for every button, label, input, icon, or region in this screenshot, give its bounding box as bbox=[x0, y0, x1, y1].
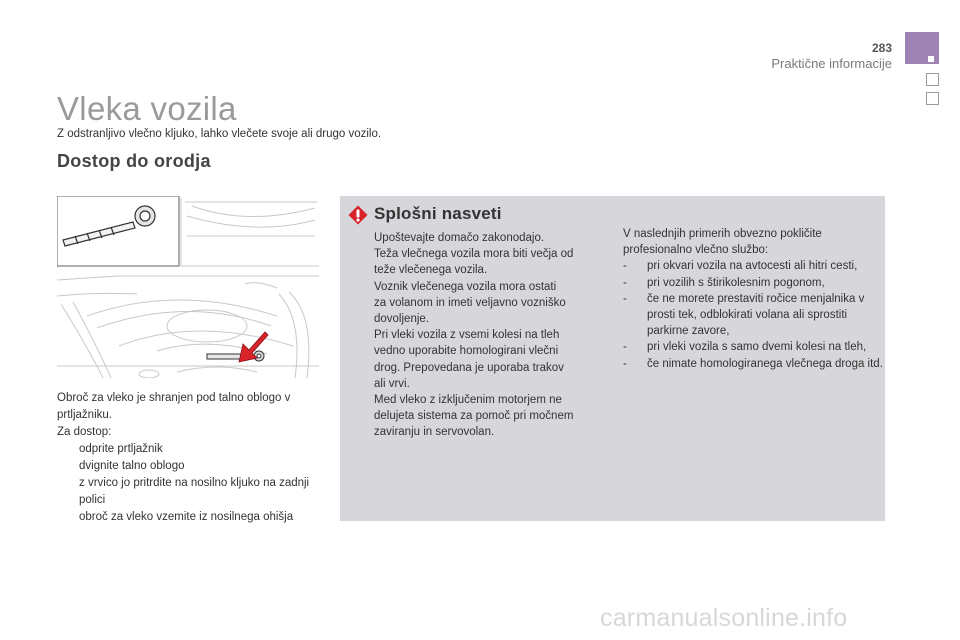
chapter-tab-active[interactable] bbox=[905, 32, 939, 64]
page-number: 283 bbox=[871, 41, 892, 55]
watermark: carmanualsonline.info bbox=[600, 604, 848, 632]
list-item: - pri okvari vozila na avtocesti ali hitri cesti, bbox=[623, 260, 858, 273]
section-subtitle: Dostop do orodja bbox=[57, 151, 211, 171]
list-item: - pri vozilih s štirikolesnim pogonom, bbox=[623, 276, 825, 289]
advice-rules: Upoštevajte domačo zakonodajo. Teža vlečnega vozila mora biti večja od teže vlečenega vozila. Voznik vlečenega vozila mora ostati za volanom in imeti veljavno vozniško dovoljenje. Pri vleki vozila z vsemi kolesi na tleh vedno uporabite homologirani vlečni drog. Prepovedana je uporaba trakov ali vrvi. Med vleko z izključenim motorjem ne delujeta sistema za pomoč pri močnem zaviranju in servovolan. bbox=[374, 232, 574, 439]
intro-text: Z odstranljivo vlečno kljuko, lahko vlečete svoje ali drugo vozilo. bbox=[57, 128, 382, 140]
access-lead: Za dostop: bbox=[57, 426, 112, 438]
advice-cases bbox=[623, 226, 885, 372]
cases-intro: V naslednjih primerih obvezno pokličite profesionalno vlečno službo: bbox=[623, 228, 822, 257]
list-item: - če ne morete prestaviti ročice menjalnika v prosti tek, odblokirati volana ali sprostiti parkirne zavore, bbox=[623, 292, 865, 338]
advice-title: Splošni nasveti bbox=[374, 204, 502, 223]
list-item: - pri vleki vozila s samo dvemi kolesi na tleh, bbox=[623, 341, 867, 354]
access-steps bbox=[57, 441, 322, 526]
storage-paragraph: Obroč za vleko je shranjen pod talno oblogo v prtljažniku. bbox=[57, 392, 291, 421]
list-item: - če nimate homologiranega vlečnega droga itd. bbox=[623, 357, 883, 370]
list-item: dvignite talno oblogo bbox=[79, 460, 185, 472]
chapter-tab-2[interactable] bbox=[926, 92, 939, 105]
list-item: z vrvico jo pritrdite na nosilno kljuko na zadnji polici bbox=[79, 477, 310, 506]
warning-icon bbox=[348, 205, 368, 225]
page-title: Vleka vozila bbox=[57, 90, 237, 127]
general-advice-box bbox=[340, 196, 885, 521]
section-header: Praktične informacije bbox=[771, 56, 892, 71]
cases-list bbox=[623, 258, 885, 371]
list-item: obroč za vleko vzemite iz nosilnega ohišja bbox=[79, 511, 294, 523]
towing-eye-illustration bbox=[57, 196, 319, 378]
chapter-tab-1[interactable] bbox=[926, 73, 939, 86]
access-instructions bbox=[57, 390, 322, 526]
list-item: odprite prtljažnik bbox=[79, 443, 163, 455]
